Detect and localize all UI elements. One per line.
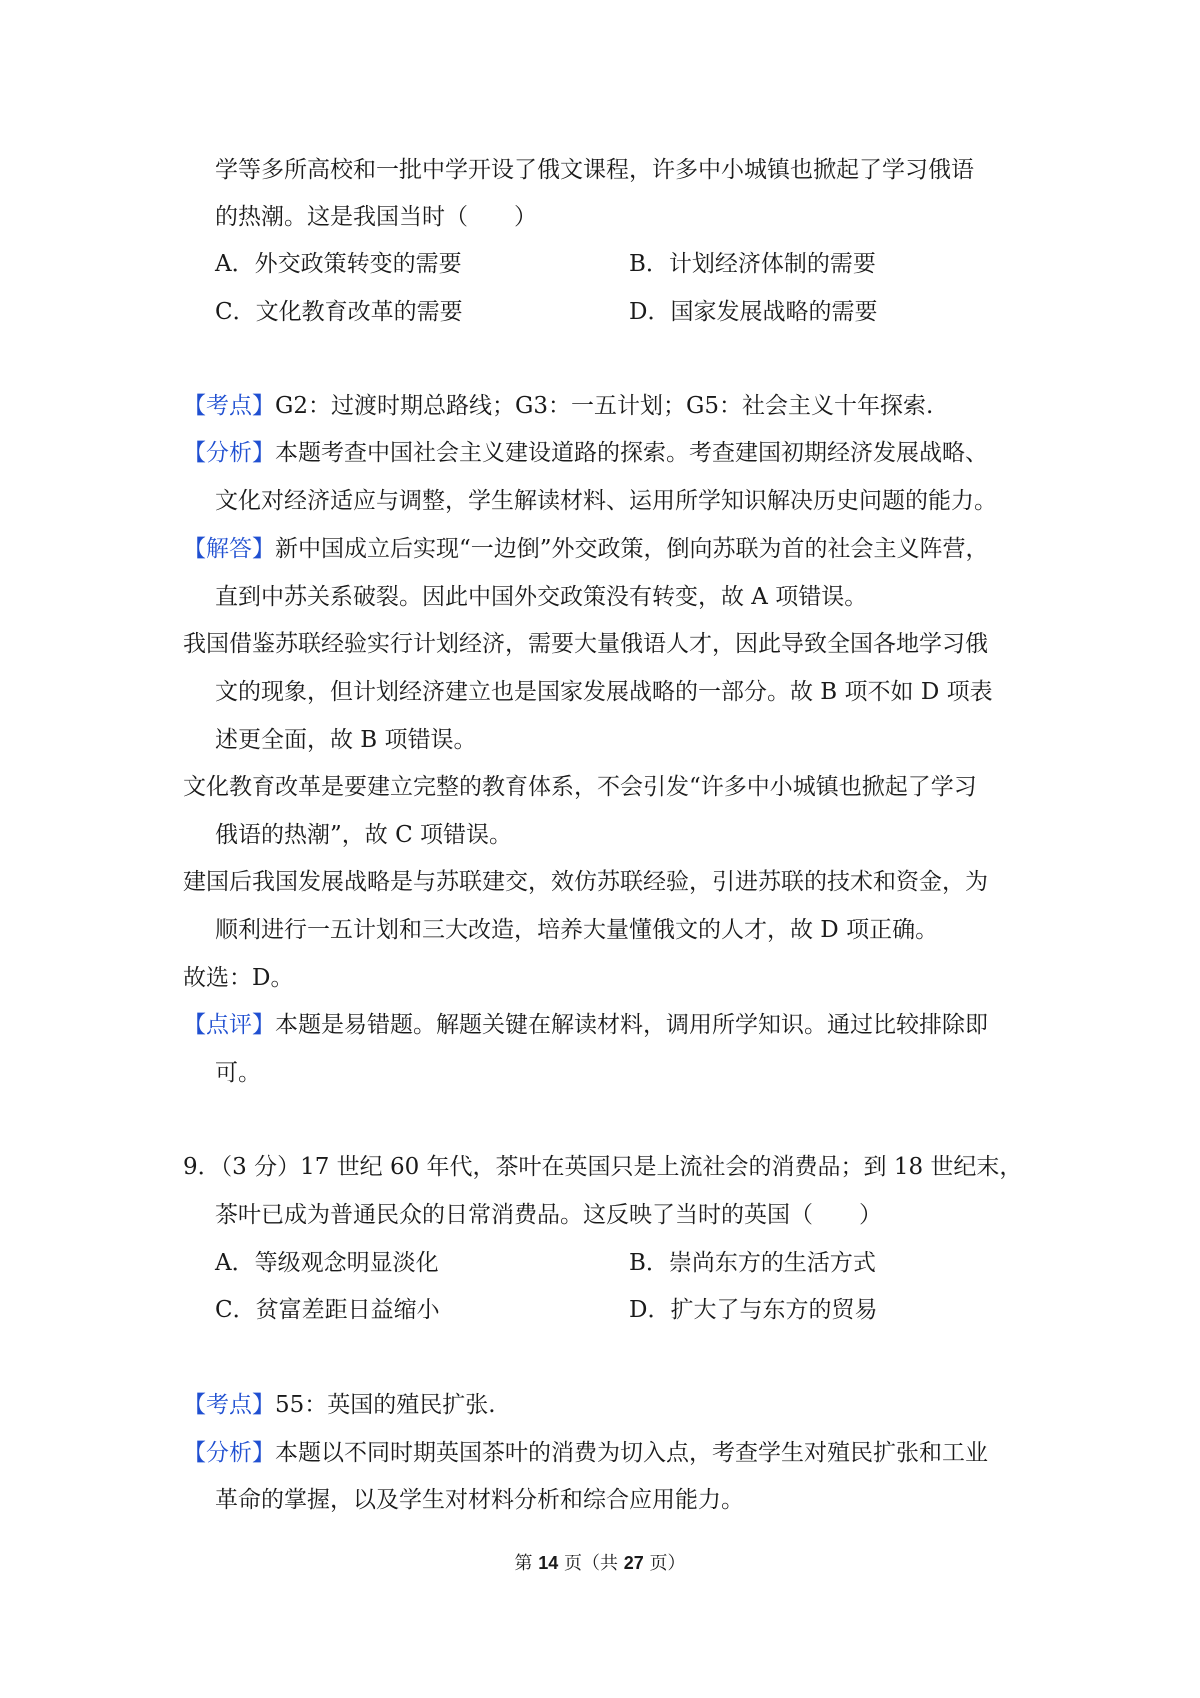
q8-answer: 故选：D。: [183, 965, 294, 991]
jieda-tag: 【解答】: [183, 536, 275, 562]
kaodian-text: G2：过渡时期总路线；G3：一五计划；G5：社会主义十年探索.: [275, 393, 934, 419]
q8-para-b-line-3: 述更全面，故 B 项错误。: [215, 727, 477, 753]
q9-stem-line-2: 茶叶已成为普通民众的日常消费品。这反映了当时的英国（ ）: [215, 1202, 882, 1228]
q8-stem-line-2: 的热潮。这是我国当时（ ）: [215, 204, 537, 230]
q8-fenxi-line-1: 【分析】本题考查中国社会主义建设道路的探索。考查建国初期经济发展战略、: [183, 440, 988, 466]
q8-para-b-line-1: 我国借鉴苏联经验实行计划经济，需要大量俄语人才，因此导致全国各地学习俄: [183, 631, 988, 657]
kaodian-tag: 【考点】: [183, 1392, 275, 1418]
q9-fenxi-line-2: 革命的掌握，以及学生对材料分析和综合应用能力。: [215, 1487, 744, 1513]
q8-fenxi-line-2: 文化对经济适应与调整，学生解读材料、运用所学知识解决历史问题的能力。: [215, 488, 997, 514]
q9-option-b: B．崇尚东方的生活方式: [629, 1250, 876, 1276]
dianping-tag: 【点评】: [183, 1012, 275, 1038]
q8-option-c: C．文化教育改革的需要: [215, 299, 463, 325]
q8-stem-line-1: 学等多所高校和一批中学开设了俄文课程，许多中小城镇也掀起了学习俄语: [215, 157, 974, 183]
q8-dianping-line-2: 可。: [215, 1060, 261, 1086]
q9-option-d: D．扩大了与东方的贸易: [629, 1297, 878, 1323]
q8-para-d-line-1: 建国后我国发展战略是与苏联建交，效仿苏联经验，引进苏联的技术和资金，为: [183, 869, 988, 895]
q9-option-a: A．等级观念明显淡化: [215, 1250, 439, 1276]
page-footer: 第 14 页（共 27 页）: [514, 1553, 686, 1574]
q8-para-c-line-1: 文化教育改革是要建立完整的教育体系，不会引发“许多中小城镇也掀起了学习: [183, 774, 977, 800]
q9-kaodian: 【考点】55：英国的殖民扩张.: [183, 1392, 496, 1418]
q8-para-c-line-2: 俄语的热潮”，故 C 项错误。: [215, 822, 512, 848]
q8-option-a: A．外交政策转变的需要: [215, 251, 462, 277]
q8-para-b-line-2: 文的现象，但计划经济建立也是国家发展战略的一部分。故 B 项不如 D 项表: [215, 679, 993, 705]
q8-dianping-line-1: 【点评】本题是易错题。解题关键在解读材料，调用所学知识。通过比较排除即: [183, 1012, 988, 1038]
q8-jieda-line-2: 直到中苏关系破裂。因此中国外交政策没有转变，故 A 项错误。: [215, 584, 868, 610]
q8-option-d: D．国家发展战略的需要: [629, 299, 878, 325]
q8-option-b: B．计划经济体制的需要: [629, 251, 876, 277]
q9-fenxi-line-1: 【分析】本题以不同时期英国茶叶的消费为切入点，考查学生对殖民扩张和工业: [183, 1440, 988, 1466]
fenxi-tag: 【分析】: [183, 440, 275, 466]
q9-option-c: C．贫富差距日益缩小: [215, 1297, 440, 1323]
q9-stem-line-1: 9．（3 分）17 世纪 60 年代，茶叶在英国只是上流社会的消费品；到 18 世纪末，: [183, 1154, 1023, 1180]
q8-jieda-line-1: 【解答】新中国成立后实现“一边倒”外交政策，倒向苏联为首的社会主义阵营，: [183, 536, 989, 562]
fenxi-tag: 【分析】: [183, 1440, 275, 1466]
page-number: 14: [538, 1553, 559, 1573]
page-total: 27: [623, 1553, 644, 1573]
q8-kaodian: [183, 391, 933, 421]
kaodian-tag: 【考点】: [183, 393, 275, 419]
q8-para-d-line-2: 顺利进行一五计划和三大改造，培养大量懂俄文的人才，故 D 项正确。: [215, 917, 939, 943]
